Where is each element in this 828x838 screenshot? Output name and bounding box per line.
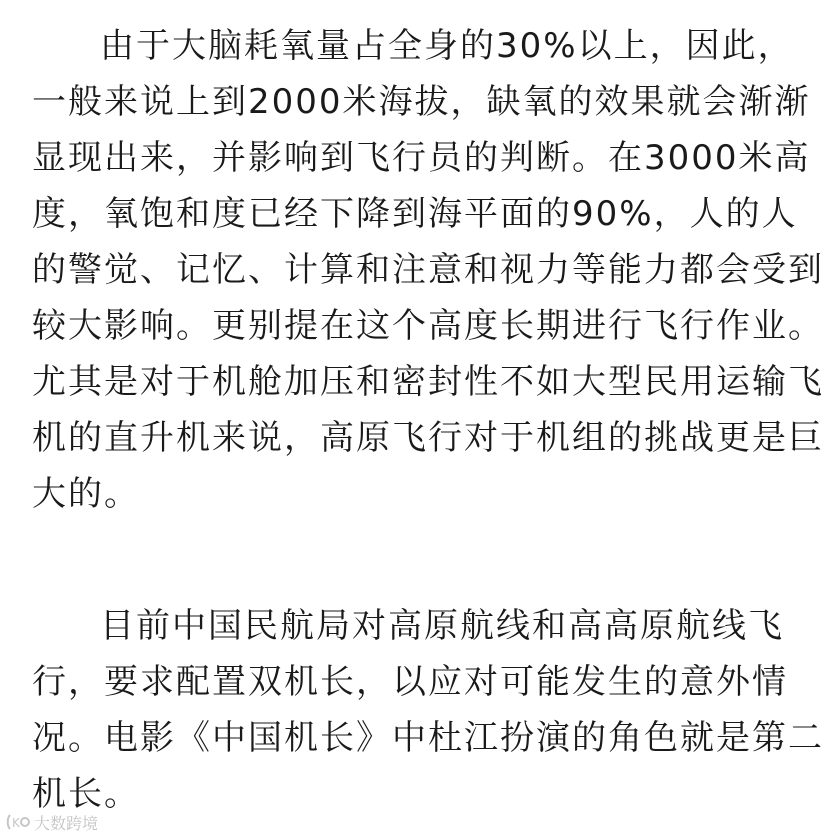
paragraph-1-line-2: 一般来说上到2000米海拔，缺氧的效果就会渐渐 [32, 82, 811, 122]
paragraph-2-line-4: 机长。 [32, 774, 140, 814]
paragraph-1-line-1: 由于大脑耗氧量占全身的30%以上，因此， [100, 26, 794, 66]
paragraph-2-line-1: 目前中国民航局对高原航线和高高原航线飞 [100, 606, 784, 646]
brand-logo-icon [6, 812, 30, 832]
paragraph-1-line-9: 大的。 [32, 474, 140, 514]
watermark-text: 大数跨境 [34, 813, 99, 833]
watermark [6, 810, 98, 834]
paragraph-1-line-7: 尤其是对于机舱加压和密封性不如大型民用运输飞 [32, 362, 824, 402]
paragraph-1-line-3: 显现出来，并影响到飞行员的判断。在3000米高 [32, 138, 811, 178]
svg-text:K: K [12, 816, 20, 830]
paragraph-1-line-8: 机的直升机来说，高原飞行对于机组的挑战更是巨 [32, 418, 824, 458]
paragraph-2-line-3: 况。电影《中国机长》中杜江扮演的角色就是第二 [32, 718, 824, 758]
paragraph-1-line-4: 度，氧饱和度已经下降到海平面的90%，人的人 [32, 194, 798, 234]
paragraph-2-line-2: 行，要求配置双机长，以应对可能发生的意外情 [32, 662, 788, 702]
paragraph-1-line-6: 较大影响。更别提在这个高度长期进行飞行作业。 [32, 306, 824, 346]
paragraph-1-line-5: 的警觉、记忆、计算和注意和视力等能力都会受到 [32, 250, 824, 290]
